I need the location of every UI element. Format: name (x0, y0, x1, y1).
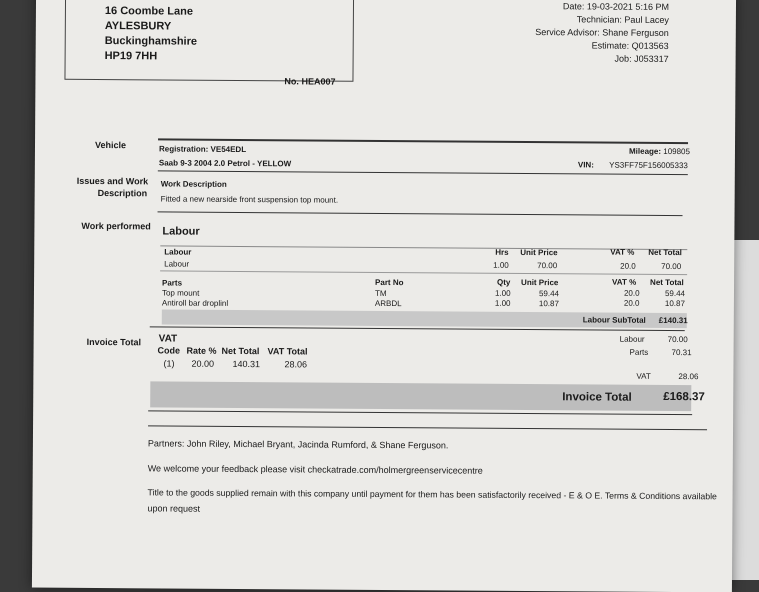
customer-town: AYLESBURY (104, 20, 172, 33)
parts-row-1-net: 59.44 (664, 288, 686, 299)
section-work-performed: Work performed (81, 220, 151, 232)
vehicle-top-line (158, 138, 688, 143)
parts-header-qty: Qty (497, 277, 511, 287)
vehicle-bottom-line (158, 170, 688, 175)
parts-row-2-qty: 1.00 (494, 298, 511, 308)
vat-row-net: 140.31 (232, 358, 261, 370)
parts-row-1-name: Top mount (161, 288, 200, 298)
vat-header-code: Code (157, 345, 181, 356)
parts-row-2-name: Antiroll bar droplinl (161, 298, 229, 308)
parts-row-2-unit: 10.87 (538, 299, 559, 309)
total-line-2 (148, 425, 707, 430)
footer-terms-2: upon request (147, 503, 201, 514)
invoice-total-label: Invoice Total (562, 391, 632, 404)
invoice-page (32, 0, 736, 592)
footer-feedback: We welcome your feedback please visit checkatrade.com/holmergreenservicecentre (147, 463, 483, 476)
parts-row-1-qty: 1.00 (494, 288, 511, 298)
job-number: Job: J053317 (614, 53, 669, 64)
invoice-date: Date: 19-03-2021 5:16 PM (562, 1, 670, 12)
total-vat-value: 28.06 (678, 372, 699, 382)
vat-header-net: Net Total (221, 345, 260, 357)
vat-row-rate: 20.00 (191, 358, 215, 369)
parts-row-2-vat: 20.0 (623, 298, 640, 308)
total-vat-label: VAT (636, 371, 651, 381)
vat-title: VAT (158, 333, 178, 345)
vat-row-total: 28.06 (284, 359, 308, 370)
labour-header-net: Net Total (648, 247, 682, 258)
labour-line (160, 245, 687, 250)
labour-row-unit: 70.00 (537, 261, 558, 271)
section-invoice-total: Invoice Total (86, 336, 142, 348)
parts-header-vat: VAT % (612, 277, 637, 287)
labour-row-name: Labour (164, 259, 190, 269)
parts-row-1-partno: TM (374, 288, 387, 299)
labour-header-vat: VAT % (610, 247, 635, 257)
vehicle-description: Saab 9-3 2004 2.0 Petrol - YELLOW (158, 158, 292, 169)
parts-row-1-vat: 20.0 (623, 288, 640, 298)
vat-row-code: (1) (163, 358, 175, 369)
footer-terms-1: Title to the goods supplied remain with this company until payment for them has been satisfactorily received - E & O E. Terms & Conditions available (147, 487, 717, 502)
total-parts-value: 70.31 (671, 348, 692, 358)
vin-label: VIN: (577, 160, 594, 170)
service-advisor: Service Advisor: Shane Ferguson (535, 27, 669, 38)
labour-row-line (160, 270, 687, 275)
mileage-label: Mileage: (628, 146, 662, 156)
vat-header-total: VAT Total (267, 346, 308, 357)
customer-street: 16 Coombe Lane (104, 5, 194, 18)
vin-value: YS3FF75F156005333 (609, 160, 688, 171)
parts-row-2-partno: ARBDL (374, 298, 402, 309)
customer-number (284, 76, 335, 86)
labour-header-name: Labour (164, 247, 192, 257)
labour-header-hrs: Hrs (495, 247, 509, 257)
mileage-value: 109805 (663, 146, 691, 157)
customer-county: Buckinghamshire (104, 35, 198, 48)
vat-header-rate: Rate % (186, 345, 217, 356)
work-description-text: Fitted a new nearside front suspension top mount. (160, 194, 339, 205)
labour-header-unit: Unit Price (520, 247, 558, 258)
parts-header-name: Parts (162, 278, 183, 288)
vehicle-mileage (629, 147, 690, 156)
parts-header-net: Net Total (650, 277, 684, 288)
total-labour-value: 70.00 (667, 334, 688, 345)
parts-row-1-unit: 59.44 (538, 289, 560, 299)
labour-row-hrs: 1.00 (493, 260, 509, 270)
labour-row-net: 70.00 (661, 261, 682, 272)
parts-header-partno: Part No (375, 277, 404, 288)
subtotal-label: Labour SubTotal (582, 315, 646, 325)
total-parts-label: Parts (629, 347, 649, 357)
estimate-number: Estimate: Q013563 (591, 40, 669, 51)
labour-row-vat: 20.0 (620, 261, 636, 271)
labour-title: Labour (162, 225, 200, 238)
section-issues: Issues and Work (76, 175, 149, 187)
parts-row-2-net: 10.87 (664, 298, 685, 309)
total-labour-label: Labour (619, 334, 645, 344)
section-vehicle: Vehicle (94, 139, 127, 151)
technician: Technician: Paul Lacey (576, 14, 669, 25)
work-description-heading: Work Description (160, 179, 227, 189)
vehicle-registration: Registration: VE54EDL (158, 144, 247, 155)
parts-header-unit: Unit Price (521, 277, 559, 288)
work-bottom-line (158, 211, 683, 216)
customer-number-label: No. (284, 76, 299, 87)
invoice-total-value: £168.37 (663, 390, 705, 404)
subtotal-value: £140.31 (658, 315, 688, 326)
section-issues-2: Description (97, 187, 148, 199)
footer-partners: Partners: John Riley, Michael Bryant, Jacinda Rumford, & Shane Ferguson. (147, 438, 449, 451)
customer-number-value: HEA007 (301, 76, 336, 87)
customer-postcode: HP19 7HH (104, 50, 158, 63)
total-line-1 (148, 410, 692, 415)
